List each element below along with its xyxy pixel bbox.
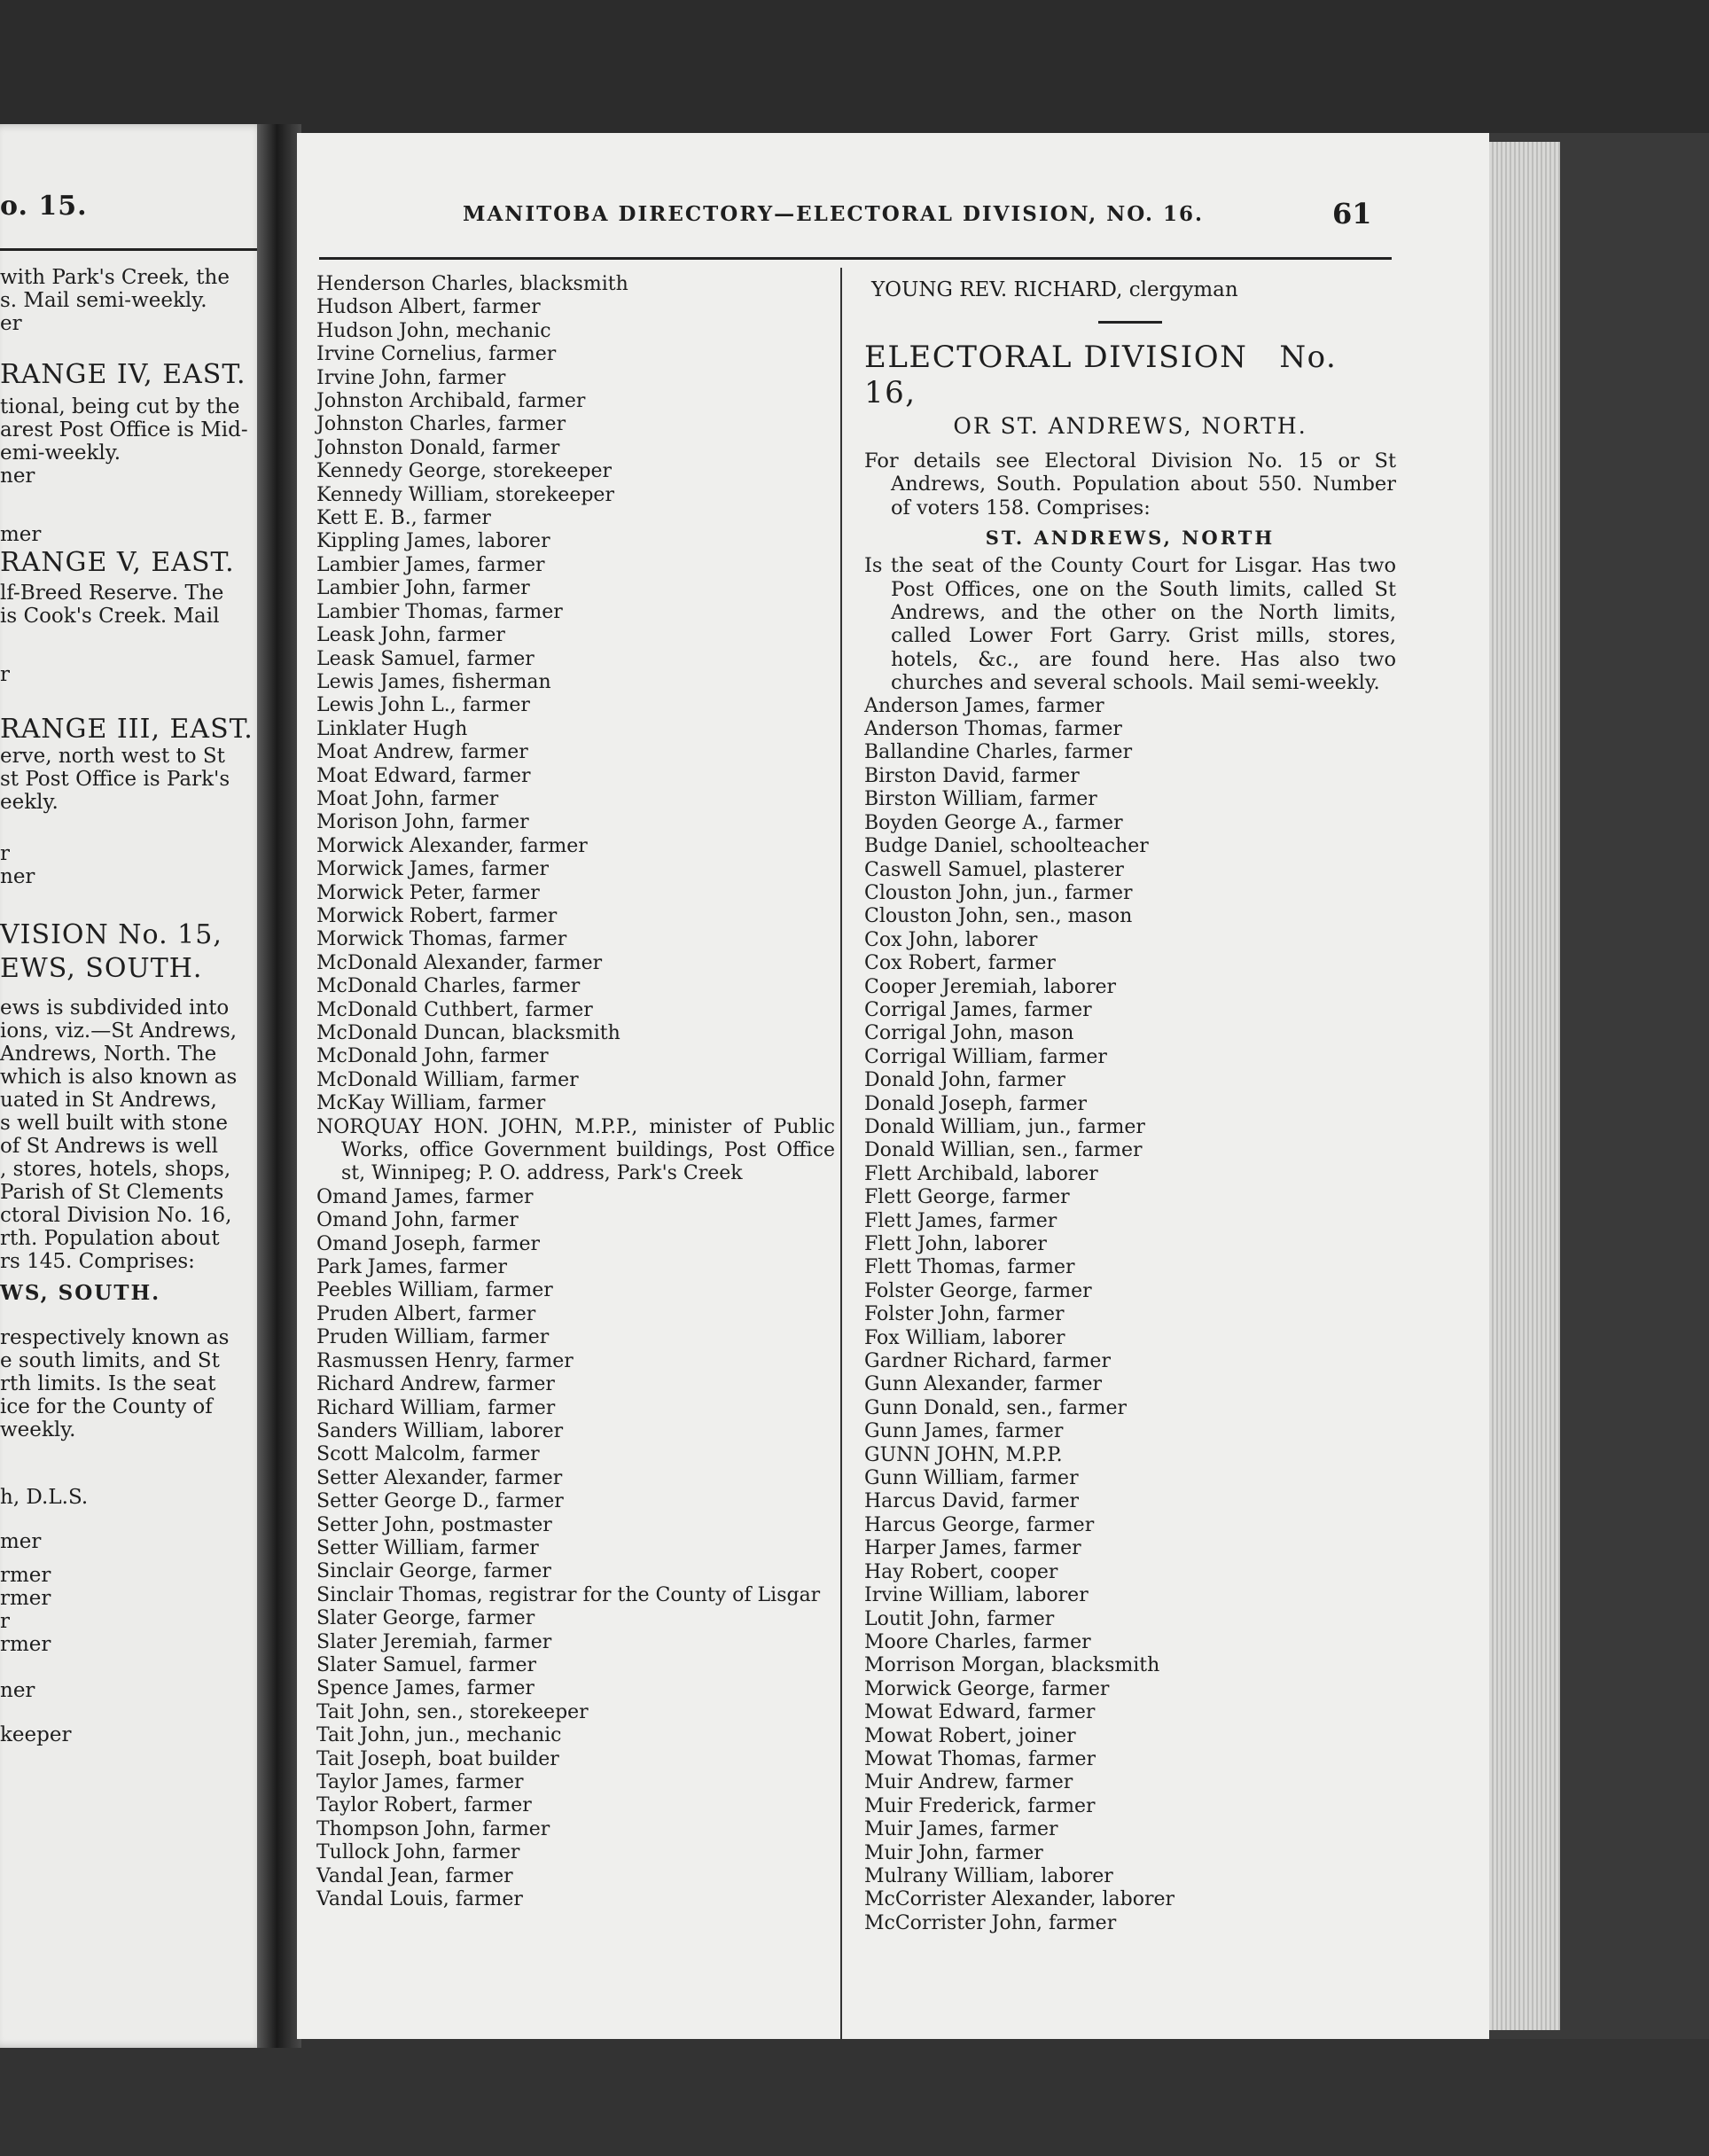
previous-page-line: rmer <box>0 1564 51 1587</box>
directory-entry: Mowat Robert, joiner <box>864 1724 1076 1747</box>
directory-entry: Linklater Hugh <box>316 717 468 740</box>
previous-page-line: rs 145. Comprises: <box>0 1250 195 1273</box>
previous-page-line: ions, viz.—St Andrews, <box>0 1019 238 1043</box>
directory-entry: Moat Andrew, farmer <box>316 741 528 764</box>
previous-page-line: of St Andrews is well <box>0 1135 219 1158</box>
right-column <box>864 277 1396 1935</box>
directory-entry: Slater George, farmer <box>316 1607 535 1630</box>
directory-entry: Vandal Louis, farmer <box>316 1888 523 1911</box>
directory-entry: Harcus David, farmer <box>864 1490 1080 1513</box>
directory-entry: McDonald William, farmer <box>316 1068 579 1091</box>
previous-page-line: s well built with stone <box>0 1112 228 1135</box>
book-gutter <box>257 124 301 2048</box>
previous-page-line: lf-Breed Reserve. The <box>0 582 224 605</box>
previous-page-line: r <box>0 663 10 686</box>
directory-entry: Morwick Thomas, farmer <box>316 928 567 951</box>
previous-page-line: ctoral Division No. 16, <box>0 1204 232 1227</box>
directory-entry: Morrison Morgan, blacksmith <box>864 1654 1160 1677</box>
previous-page-line: erve, north west to St <box>0 745 225 768</box>
directory-entry: Sinclair George, farmer <box>316 1560 551 1583</box>
directory-entry: Richard William, farmer <box>316 1396 556 1419</box>
previous-page-line: rth. Population about <box>0 1227 220 1250</box>
previous-page-line: h, D.L.S. <box>0 1486 89 1509</box>
column-divider <box>840 268 842 2094</box>
directory-entry: Mowat Edward, farmer <box>864 1701 1096 1724</box>
directory-entry: Irvine Cornelius, farmer <box>316 343 557 366</box>
directory-entry: Henderson Charles, blacksmith <box>316 273 628 295</box>
previous-page-line: RANGE III, EAST. <box>0 714 254 745</box>
directory-entry: Boyden George A., farmer <box>864 811 1123 834</box>
previous-page-line: st Post Office is Park's <box>0 768 230 791</box>
directory-entry: Omand Joseph, farmer <box>316 1232 541 1255</box>
previous-page-line: Parish of St Clements <box>0 1181 224 1204</box>
directory-entry: Johnston Donald, farmer <box>316 436 560 459</box>
directory-entry: Tullock John, farmer <box>316 1841 520 1864</box>
previous-page-line: er <box>0 312 22 335</box>
directory-entry: Omand John, farmer <box>316 1209 519 1232</box>
division-title <box>864 340 1396 410</box>
running-head: MANITOBA DIRECTORY—ELECTORAL DIVISION, NO. 16. <box>462 202 1204 226</box>
directory-entry: Thompson John, farmer <box>316 1817 550 1840</box>
directory-entry: McDonald Cuthbert, farmer <box>316 998 593 1021</box>
directory-entry: McCorrister John, farmer <box>864 1911 1117 1934</box>
directory-entry: Kippling James, laborer <box>316 530 550 553</box>
previous-page-line: VISION No. 15, <box>0 919 222 950</box>
previous-page-line: WS, SOUTH. <box>0 1281 161 1305</box>
directory-entry: Flett Archibald, laborer <box>864 1162 1098 1185</box>
previous-page-line: uated in St Andrews, <box>0 1089 217 1112</box>
directory-entry: Loutit John, farmer <box>864 1607 1055 1630</box>
directory-entry: Irvine William, laborer <box>864 1584 1089 1607</box>
previous-page-line: ner <box>0 465 35 488</box>
directory-entry: Flett John, laborer <box>864 1233 1047 1255</box>
directory-entry: Folster John, farmer <box>864 1303 1065 1326</box>
directory-entry: Setter William, farmer <box>316 1536 539 1559</box>
directory-entry: McKay William, farmer <box>316 1092 546 1115</box>
directory-entry: Vandal Jean, farmer <box>316 1864 513 1887</box>
directory-entry: Lewis James, fisherman <box>316 670 551 693</box>
directory-entry: Pruden Albert, farmer <box>316 1302 536 1325</box>
directory-entry: Harper James, farmer <box>864 1537 1081 1560</box>
directory-entry: Peebles William, farmer <box>316 1279 553 1302</box>
previous-page-line: respectively known as <box>0 1326 230 1349</box>
directory-entry: Setter George D., farmer <box>316 1490 564 1513</box>
directory-entry: Morwick James, farmer <box>316 858 550 881</box>
directory-entry: Richard Andrew, farmer <box>316 1373 555 1396</box>
directory-entry: Leask Samuel, farmer <box>316 647 535 670</box>
directory-entry: Moat Edward, farmer <box>316 764 531 787</box>
previous-page-line: with Park's Creek, the <box>0 266 230 289</box>
previous-page-line: RANGE IV, EAST. <box>0 359 246 390</box>
page-number: 61 <box>1332 197 1372 230</box>
directory-entry: Donald Joseph, farmer <box>864 1092 1088 1115</box>
previous-page-line: is Cook's Creek. Mail <box>0 605 220 628</box>
previous-page-line: mer <box>0 523 42 546</box>
directory-entry: Leask John, farmer <box>316 624 505 647</box>
directory-entry: Hudson John, mechanic <box>316 319 551 342</box>
directory-entry: Gunn James, farmer <box>864 1420 1064 1443</box>
directory-entry: Slater Jeremiah, farmer <box>316 1630 552 1653</box>
directory-entry: Morwick Alexander, farmer <box>316 834 588 857</box>
directory-entry: Muir Frederick, farmer <box>864 1794 1096 1817</box>
directory-entry: Clouston John, sen., mason <box>864 905 1133 928</box>
directory-entry: Anderson Thomas, farmer <box>864 718 1122 741</box>
entry-young-richard: YOUNG REV. RICHARD, clergyman <box>871 278 1238 301</box>
previous-page-line: s. Mail semi-weekly. <box>0 289 207 312</box>
left-column <box>316 273 835 1911</box>
directory-entry: Scott Malcolm, farmer <box>316 1443 540 1466</box>
directory-entry: Gunn Alexander, farmer <box>864 1373 1103 1396</box>
directory-entry: Cox Robert, farmer <box>864 952 1056 975</box>
directory-entry: Mowat Thomas, farmer <box>864 1747 1096 1770</box>
directory-entry: Johnston Archibald, farmer <box>316 390 586 413</box>
directory-entry: Budge Daniel, schoolteacher <box>864 835 1149 858</box>
directory-entry: Gardner Richard, farmer <box>864 1350 1111 1373</box>
directory-entry: Harcus George, farmer <box>864 1513 1095 1536</box>
directory-entry: Johnston Charles, farmer <box>316 413 566 436</box>
directory-entry: Corrigal William, farmer <box>864 1045 1107 1068</box>
directory-entry: Muir Andrew, farmer <box>864 1771 1073 1794</box>
directory-entry: Ballandine Charles, farmer <box>864 741 1133 764</box>
directory-entry: Tait John, jun., mechanic <box>316 1724 562 1747</box>
directory-entry: McDonald Duncan, blacksmith <box>316 1022 620 1044</box>
directory-entry: Morwick Robert, farmer <box>316 904 558 927</box>
previous-page-rule <box>0 248 257 251</box>
previous-page-fragment <box>0 124 266 2048</box>
right-entries-list <box>864 695 1396 1936</box>
directory-entry: Donald Willian, sen., farmer <box>864 1139 1143 1162</box>
directory-entry: Corrigal John, mason <box>864 1022 1074 1045</box>
previous-page-line: Andrews, North. The <box>0 1043 217 1066</box>
directory-entry: Taylor Robert, farmer <box>316 1794 532 1817</box>
section-separator <box>1098 321 1162 324</box>
directory-entry: Setter John, postmaster <box>316 1513 552 1536</box>
directory-entry: McDonald Charles, farmer <box>316 975 581 998</box>
directory-entry: Lambier Thomas, farmer <box>316 600 563 623</box>
previous-page-line: rmer <box>0 1587 51 1610</box>
directory-entry: Folster George, farmer <box>864 1279 1092 1302</box>
previous-page-line: RANGE V, EAST. <box>0 547 235 578</box>
previous-page-line: rth limits. Is the seat <box>0 1372 216 1395</box>
header-rule <box>319 257 1392 260</box>
section-heading: ST. ANDREWS, NORTH <box>985 527 1276 550</box>
division-title-text: ELECTORAL DIVISION <box>864 340 1248 375</box>
directory-entry: Muir John, farmer <box>864 1841 1043 1864</box>
directory-entry: Rasmussen Henry, farmer <box>316 1349 574 1372</box>
directory-entry: Sinclair Thomas, registrar for the County of Lisgar <box>316 1583 821 1606</box>
directory-entry: Morison John, farmer <box>316 811 529 834</box>
directory-entry: Cooper Jeremiah, laborer <box>864 975 1117 998</box>
directory-entry: Kennedy George, storekeeper <box>316 460 613 483</box>
directory-entry: Kennedy William, storekeeper <box>316 483 614 506</box>
directory-entry: Birston William, farmer <box>864 788 1097 811</box>
directory-entry: Anderson James, farmer <box>864 694 1104 717</box>
directory-entry: Kett E. B., farmer <box>316 507 491 530</box>
directory-entry: Lambier James, farmer <box>316 553 545 576</box>
page-edges <box>1489 142 1560 2030</box>
directory-entry: Flett George, farmer <box>864 1186 1070 1209</box>
directory-entry: Irvine John, farmer <box>316 366 506 389</box>
directory-entry: McCorrister Alexander, laborer <box>864 1888 1175 1911</box>
directory-entry: McDonald Alexander, farmer <box>316 951 603 974</box>
directory-entry: Caswell Samuel, plasterer <box>864 858 1124 881</box>
previous-page-line: ner <box>0 1679 35 1702</box>
directory-entry: Setter Alexander, farmer <box>316 1466 563 1489</box>
previous-page-line: weekly. <box>0 1418 76 1441</box>
directory-entry: Tait John, sen., storekeeper <box>316 1700 589 1723</box>
directory-entry: McDonald John, farmer <box>316 1045 549 1068</box>
previous-page-line: EWS, SOUTH. <box>0 953 203 984</box>
directory-entry: Gunn William, farmer <box>864 1467 1079 1490</box>
directory-entry: Moore Charles, farmer <box>864 1630 1091 1653</box>
directory-entry: Birston David, farmer <box>864 764 1080 787</box>
directory-entry: Taylor James, farmer <box>316 1771 524 1793</box>
directory-entry: Corrigal James, farmer <box>864 998 1092 1021</box>
previous-page-line: which is also known as <box>0 1066 238 1089</box>
directory-page <box>297 133 1489 2039</box>
previous-page-line: mer <box>0 1530 42 1553</box>
previous-page-line: keeper <box>0 1723 72 1746</box>
previous-page-line: ice for the County of <box>0 1395 213 1418</box>
directory-entry: Lewis John L., farmer <box>316 694 530 717</box>
directory-entry: NORQUAY HON. JOHN, M.P.P., minister of Public Works, office Government buildings, Post Office st, Winnipeg; P. O. address, Park's Creek <box>316 1115 835 1185</box>
directory-entry: Mulrany William, laborer <box>864 1864 1113 1887</box>
directory-entry: Clouston John, jun., farmer <box>864 881 1133 904</box>
directory-entry: Flett Thomas, farmer <box>864 1256 1075 1279</box>
scanner-background-bottom <box>0 2039 1709 2156</box>
directory-entry: Tait Joseph, boat builder <box>316 1747 559 1770</box>
previous-page-header: o. 15. <box>0 191 88 222</box>
directory-entry: Gunn Donald, sen., farmer <box>864 1396 1127 1419</box>
directory-entry: Fox William, laborer <box>864 1326 1065 1349</box>
previous-page-line: ner <box>0 865 35 888</box>
directory-entry: Moat John, farmer <box>316 787 499 810</box>
directory-entry: Pruden William, farmer <box>316 1326 550 1349</box>
division-subtitle: OR ST. ANDREWS, NORTH. <box>953 413 1307 439</box>
directory-entry: Park James, farmer <box>316 1256 508 1279</box>
directory-entry: Sanders William, laborer <box>316 1419 564 1442</box>
previous-page-line: arest Post Office is Mid- <box>0 418 248 441</box>
previous-page-line: , stores, hotels, shops, <box>0 1158 231 1181</box>
previous-page-line: e south limits, and St <box>0 1349 220 1372</box>
previous-page-line: r <box>0 842 10 865</box>
directory-entry: Hudson Albert, farmer <box>316 296 541 319</box>
directory-entry: Cox John, laborer <box>864 928 1038 951</box>
division-details: For details see Electoral Division No. 15 or St Andrews, South. Population about 550. Number of voters 158. Comprises: <box>864 449 1396 519</box>
previous-page-line: emi-weekly. <box>0 441 121 465</box>
previous-page-line: rmer <box>0 1633 51 1656</box>
division-number: No. 16, <box>864 340 1338 410</box>
previous-page-line: ews is subdivided into <box>0 996 230 1019</box>
directory-entry: Donald John, farmer <box>864 1069 1065 1092</box>
directory-entry: Lambier John, farmer <box>316 577 530 600</box>
directory-entry: Morwick George, farmer <box>864 1677 1110 1700</box>
directory-entry: Spence James, farmer <box>316 1677 535 1700</box>
directory-entry: Omand James, farmer <box>316 1185 534 1208</box>
directory-entry: Muir James, farmer <box>864 1818 1058 1841</box>
directory-entry: GUNN JOHN, M.P.P. <box>864 1443 1063 1466</box>
section-description: Is the seat of the County Court for Lisgar. Has two Post Offices, one on the South limits, called St Andrews, and the other on the North limits, called Lower Fort Garry. Grist mills, stores, hotels, &c., are found here. Has also two churches and several schools. Mail semi-weekly. <box>864 554 1396 695</box>
scanner-background-top <box>0 0 1709 133</box>
previous-page-line: eekly. <box>0 791 59 814</box>
directory-entry: Slater Samuel, farmer <box>316 1653 537 1676</box>
directory-entry: Donald William, jun., farmer <box>864 1115 1145 1138</box>
directory-entry: Morwick Peter, farmer <box>316 881 540 904</box>
directory-entry: Hay Robert, cooper <box>864 1560 1058 1583</box>
previous-page-line: tional, being cut by the <box>0 395 240 418</box>
directory-entry: Flett James, farmer <box>864 1209 1057 1232</box>
previous-page-line: r <box>0 1610 10 1633</box>
